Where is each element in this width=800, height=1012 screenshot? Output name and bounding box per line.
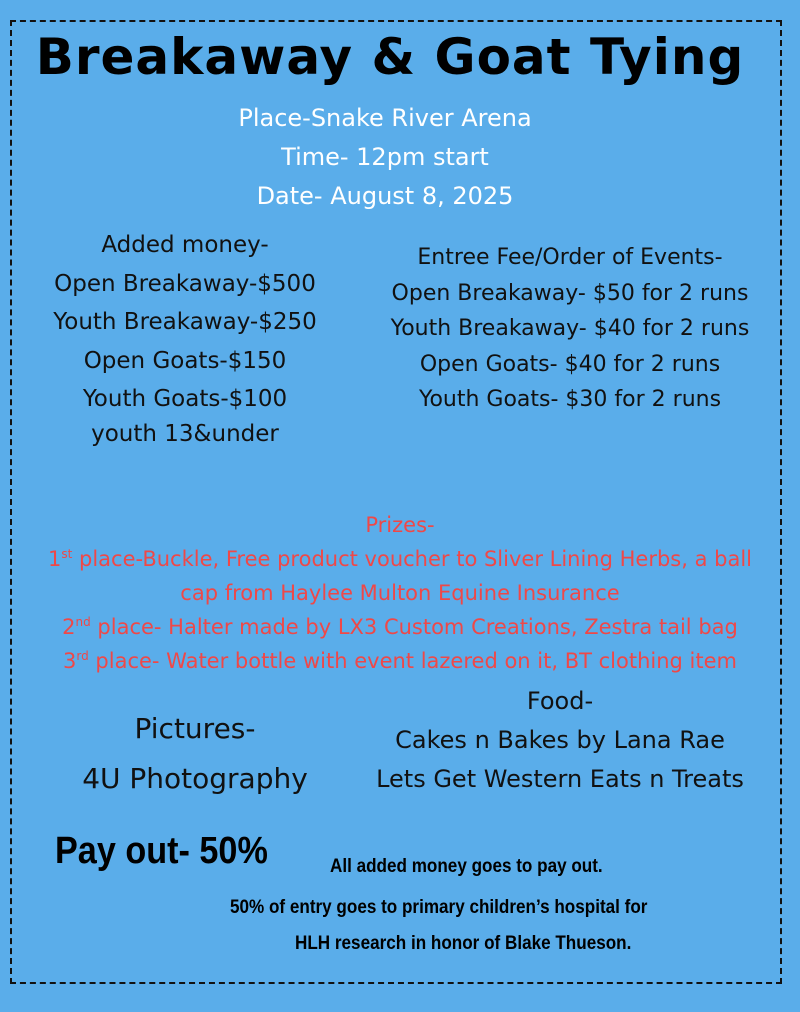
payout-headline: Pay out- 50%: [55, 830, 268, 872]
food-heading: Food-: [526, 687, 594, 715]
added-money-heading: Added money-: [101, 232, 269, 258]
place-line: Place-Snake River Arena: [238, 104, 532, 132]
date-line: Date- August 8, 2025: [256, 182, 514, 210]
food-vendor: Cakes n Bakes by Lana Rae: [395, 726, 725, 754]
payout-note-3: HLH research in honor of Blake Thueson.: [295, 933, 632, 954]
food-section: [350, 682, 770, 799]
entree-item: Open Breakaway- $50 for 2 runs: [391, 280, 749, 306]
prizes-section: [0, 508, 800, 678]
entree-item: Youth Goats- $30 for 2 runs: [418, 387, 722, 412]
pictures-heading: Pictures-: [134, 712, 256, 745]
second-place-line: 2nd place- Halter made by LX3 Custom Creations, Zestra tail bag: [62, 615, 738, 639]
entree-item: Youth Breakaway- $40 for 2 runs: [390, 316, 750, 341]
prizes-heading: Prizes-: [365, 513, 435, 537]
added-money-item: Open Breakaway-$500: [54, 270, 316, 297]
food-vendor: Lets Get Western Eats n Treats: [376, 765, 744, 793]
pictures-section: [40, 704, 350, 804]
added-money-item: Youth Breakaway-$250: [53, 309, 317, 335]
added-money-item: Youth Goats-$100: [82, 386, 288, 412]
entree-fee-section: [360, 240, 780, 418]
time-line: Time- 12pm start: [281, 143, 489, 171]
first-place-line-2: cap from Haylee Multon Equine Insurance: [180, 581, 620, 605]
payout-note-1: All added money goes to pay out.: [330, 856, 603, 877]
added-money-section: [20, 226, 350, 449]
payout-note-2: 50% of entry goes to primary children’s hospital for: [230, 897, 648, 918]
youth-age-note: youth 13&under: [91, 420, 279, 447]
entree-item: Open Goats- $40 for 2 runs: [419, 351, 721, 377]
third-place-line: 3rd place- Water bottle with event lazered on it, BT clothing item: [63, 649, 737, 673]
photographer: 4U Photography: [82, 762, 308, 795]
entree-heading: Entree Fee/Order of Events-: [417, 245, 723, 270]
first-place-line: 1st place-Buckle, Free product voucher to Sliver Lining Herbs, a ball: [47, 547, 752, 571]
flyer-title: Breakaway & Goat Tying: [35, 28, 745, 86]
added-money-item: Open Goats-$150: [83, 347, 287, 374]
